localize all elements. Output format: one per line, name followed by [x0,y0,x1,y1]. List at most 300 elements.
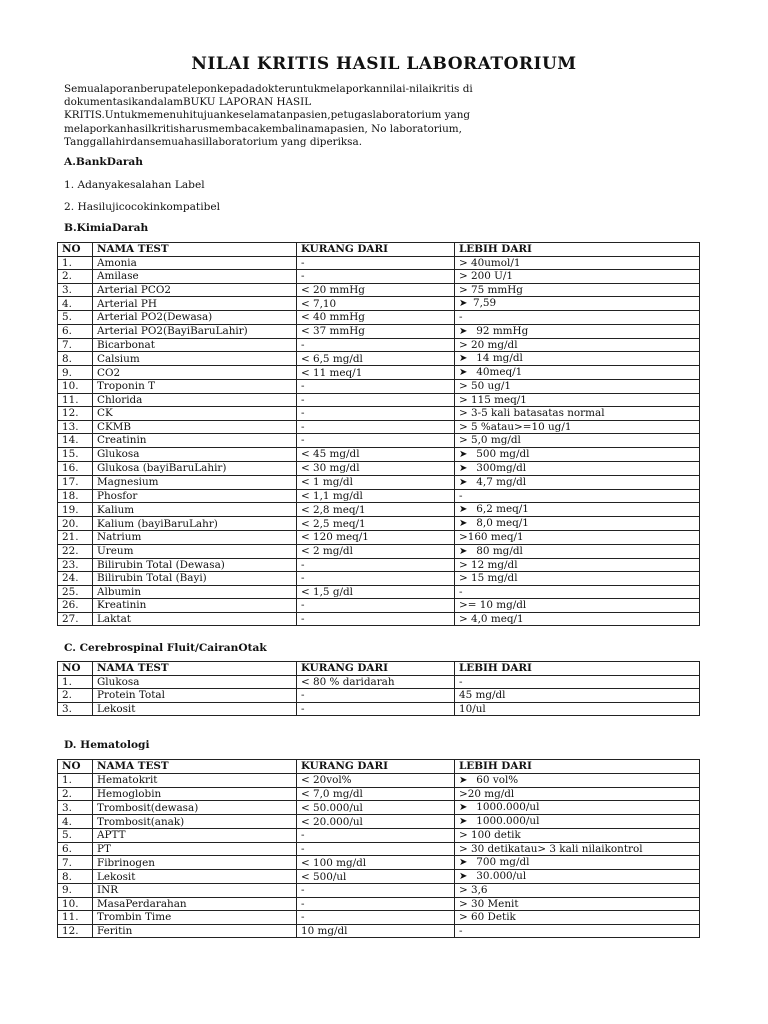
kimia-darah-table [57,242,700,626]
section-b-heading: B.KimiaDarah [64,222,149,234]
header-lebih-dari: LEBIH DARI [455,662,700,676]
table-row [58,572,700,586]
table-row [58,544,700,558]
cell-kurang-dari-text: - [301,842,305,855]
cell-lebih-dari-text: 40meq/1 [473,366,523,378]
cell-test-name [93,531,297,545]
table-row [58,434,700,448]
section-a-item: 2. Hasilujicocokinkompatibel [64,201,221,213]
cell-test-name [93,689,297,703]
table-row [58,924,700,938]
cell-lebih-dari-text: > 30 Menit [459,897,519,910]
cell-lebih-dari [455,324,700,338]
cell-kurang-dari [297,489,455,503]
cell-no-text: 19. [62,503,79,516]
cell-lebih-dari [455,856,700,870]
cell-test-name [93,572,297,586]
cell-test-name-text: Feritin [97,924,133,937]
cell-lebih-dari-text: 80 mg/dl [473,544,523,557]
cell-no-text: 2. [62,689,72,702]
cell-no [58,884,93,898]
cell-lebih-dari [455,283,700,297]
cell-kurang-dari [297,407,455,421]
cell-no [58,447,93,461]
cell-test-name-text: PT [97,842,111,855]
cell-lebih-dari-text: - [459,489,463,502]
table-header-row [58,760,700,774]
cell-kurang-dari-text: - [301,829,305,842]
cell-no [58,393,93,407]
table-row [58,489,700,503]
table-row [58,461,700,475]
cell-lebih-dari [455,612,700,626]
cell-test-name-text: Natrium [97,531,142,544]
cell-lebih-dari-text: - [459,924,463,937]
cell-test-name [93,283,297,297]
cell-test-name-text: Arterial PO2(Dewasa) [97,311,213,324]
cell-no-text: 8. [62,870,72,883]
cell-test-name [93,870,297,884]
cell-lebih-dari-text: - [459,311,463,324]
cell-lebih-dari [455,842,700,856]
cell-no [58,461,93,475]
cell-no [58,689,93,703]
cell-no [58,352,93,366]
cell-test-name [93,407,297,421]
cell-kurang-dari-text: - [301,434,305,447]
table-row [58,884,700,898]
cell-test-name [93,787,297,801]
header-nama-test: NAMA TEST [93,243,297,257]
cell-no-text: 21. [62,531,79,544]
cell-no-text: 14. [62,434,79,447]
table-row [58,517,700,531]
cell-no-text: 15. [62,448,79,460]
cell-lebih-dari [455,338,700,352]
cell-test-name [93,256,297,270]
cell-test-name-text: Amonia [97,256,137,269]
table-row [58,897,700,911]
cell-no-text: 1. [62,774,72,786]
cell-no-text: 7. [62,856,72,869]
cell-no [58,815,93,829]
cell-test-name-text: Laktat [97,612,131,625]
cell-test-name [93,420,297,434]
arrow-bullet-icon: ➤ [459,545,468,557]
cell-kurang-dari [297,447,455,461]
cell-test-name-text: APTT [97,829,126,842]
cell-test-name [93,585,297,599]
table-row [58,773,700,787]
cell-test-name [93,702,297,716]
cell-kurang-dari-text: < 20.000/ul [301,815,363,828]
cell-test-name-text: Arterial PO2(BayiBaruLahir) [97,325,248,337]
cell-no [58,407,93,421]
cell-no-text: 20. [62,517,79,530]
cell-test-name-text: Kalium (bayiBaruLahr) [97,517,218,530]
cell-test-name [93,558,297,572]
cell-test-name [93,366,297,380]
cell-kurang-dari [297,352,455,366]
cell-no-text: 2. [62,787,72,800]
cell-no-text: 1. [62,256,72,269]
cell-test-name-text: INR [97,884,119,897]
cell-kurang-dari-text: < 1,5 g/dl [301,585,353,598]
cell-lebih-dari-text: > 12 mg/dl [459,558,518,571]
intro-paragraph [64,83,704,149]
cell-test-name-text: Creatinin [97,434,147,447]
cell-kurang-dari [297,311,455,325]
cell-lebih-dari [455,407,700,421]
cell-no-text: 7. [62,338,72,351]
cell-test-name [93,897,297,911]
header-lebih-dari: LEBIH DARI [455,760,700,774]
cell-lebih-dari-text: - [459,585,463,598]
cell-kurang-dari [297,324,455,338]
cell-no-text: 3. [62,283,72,296]
cell-lebih-dari [455,572,700,586]
cell-no [58,787,93,801]
cell-lebih-dari [455,297,700,311]
cell-kurang-dari-text: < 80 % daridarah [301,675,395,688]
cell-test-name-text: Hemoglobin [97,787,162,800]
cell-no-text: 13. [62,420,79,433]
cell-test-name-text: Amilase [97,270,139,283]
cell-kurang-dari [297,689,455,703]
section-d-heading: D. Hematologi [64,739,150,751]
cell-kurang-dari-text: 10 mg/dl [301,924,348,937]
table-row [58,911,700,925]
cell-lebih-dari-text: >= 10 mg/dl [459,599,527,612]
cell-lebih-dari [455,689,700,703]
cell-no-text: 4. [62,297,72,310]
cell-lebih-dari [455,558,700,572]
cell-kurang-dari-text: < 2,8 meq/1 [301,503,366,516]
cell-test-name-text: Lekosit [97,870,136,883]
cell-lebih-dari-text: > 40umol/1 [459,256,521,269]
cell-lebih-dari [455,773,700,787]
cell-lebih-dari-text: 6,2 meq/1 [473,503,529,515]
cell-kurang-dari [297,270,455,284]
cell-no-text: 12. [62,924,79,937]
cell-no-text: 8. [62,352,72,365]
hematologi-table [57,759,700,938]
cell-test-name-text: Albumin [97,585,142,598]
cell-test-name-text: CO2 [97,366,121,379]
cell-lebih-dari [455,447,700,461]
header-kurang-dari: KURANG DARI [297,760,455,774]
cell-test-name-text: Bilirubin Total (Bayi) [97,572,207,585]
page-title: NILAI KRITIS HASIL LABORATORIUM [191,54,577,74]
cell-lebih-dari [455,531,700,545]
cell-no [58,612,93,626]
cell-kurang-dari-text: - [301,689,305,702]
arrow-bullet-icon: ➤ [459,504,468,515]
cell-no-text: 4. [62,815,72,828]
cell-test-name [93,599,297,613]
cell-lebih-dari [455,544,700,558]
table-row [58,338,700,352]
cell-kurang-dari [297,773,455,787]
cell-no-text: 26. [62,599,79,612]
table-row [58,352,700,366]
cell-kurang-dari-text: < 45 mg/dl [301,448,360,460]
cell-no-text: 3. [62,801,72,814]
cell-kurang-dari [297,503,455,517]
table-row [58,856,700,870]
cell-no-text: 1. [62,675,72,688]
cell-lebih-dari [455,503,700,517]
cell-kurang-dari-text: - [301,599,305,612]
cell-kurang-dari-text: - [301,911,305,924]
cell-kurang-dari [297,829,455,843]
section-a-item: 1. Adanyakesalahan Label [64,179,205,191]
table-row [58,870,700,884]
cell-kurang-dari [297,420,455,434]
arrow-bullet-icon: ➤ [459,462,468,474]
cell-no-text: 5. [62,311,72,324]
cell-no-text: 22. [62,545,79,557]
cell-no [58,585,93,599]
cell-test-name [93,544,297,558]
cell-lebih-dari [455,461,700,475]
cell-no [58,324,93,338]
cell-kurang-dari [297,380,455,394]
cell-kurang-dari [297,585,455,599]
table-row [58,447,700,461]
cell-lebih-dari-text: > 5 %atau>=10 ug/1 [459,420,572,433]
cell-no-text: 6. [62,842,72,855]
cell-kurang-dari-text: - [301,897,305,910]
cell-lebih-dari [455,815,700,829]
table-row [58,787,700,801]
table-row [58,801,700,815]
cell-no [58,489,93,503]
cell-test-name [93,856,297,870]
cell-test-name-text: Trombosit(dewasa) [97,801,199,814]
cell-test-name-text: Hematokrit [97,774,158,786]
cell-lebih-dari-text: > 115 meq/1 [459,393,527,406]
cell-lebih-dari-text: 500 mg/dl [473,447,530,460]
cell-kurang-dari [297,461,455,475]
cell-no [58,558,93,572]
cell-test-name [93,380,297,394]
table-row [58,311,700,325]
cell-test-name [93,489,297,503]
cell-test-name-text: Bilirubin Total (Dewasa) [97,558,225,571]
cell-no-text: 3. [62,702,72,715]
section-c-heading: C. Cerebrospinal Fluit/CairanOtak [64,642,267,654]
cell-lebih-dari [455,702,700,716]
cell-kurang-dari [297,702,455,716]
cell-test-name-text: CKMB [97,420,131,433]
cell-no [58,870,93,884]
cell-test-name-text: Trombosit(anak) [97,815,185,828]
cell-lebih-dari-text: > 15 mg/dl [459,572,518,585]
table-row [58,380,700,394]
cell-no [58,503,93,517]
cell-kurang-dari-text: < 2,5 meq/1 [301,517,366,530]
arrow-bullet-icon: ➤ [459,518,468,529]
cell-test-name [93,352,297,366]
cell-kurang-dari-text: < 120 meq/1 [301,531,369,544]
cell-kurang-dari [297,612,455,626]
cell-lebih-dari-text: >160 meq/1 [459,531,524,544]
cell-lebih-dari-text: > 200 U/1 [459,270,514,283]
table-row [58,297,700,311]
arrow-bullet-icon: ➤ [459,857,468,868]
table-row [58,475,700,489]
cell-kurang-dari [297,531,455,545]
cell-no [58,531,93,545]
cell-test-name [93,612,297,626]
cell-no-text: 11. [62,393,79,406]
cell-test-name [93,447,297,461]
cell-kurang-dari-text: - [301,256,305,269]
cell-no [58,420,93,434]
cell-no [58,475,93,489]
cell-kurang-dari [297,366,455,380]
arrow-bullet-icon: ➤ [459,871,468,882]
table-row [58,599,700,613]
cell-no-text: 23. [62,558,79,571]
cell-test-name-text: MasaPerdarahan [97,897,187,910]
cell-no [58,702,93,716]
cell-test-name [93,675,297,689]
cell-lebih-dari [455,884,700,898]
cell-lebih-dari-text: > 20 mg/dl [459,338,518,351]
intro-line: dokumentasikandalamBUKU LAPORAN HASIL [64,96,312,109]
cell-kurang-dari-text: - [301,420,305,433]
cell-test-name-text: Troponin T [97,380,156,393]
header-kurang-dari: KURANG DARI [297,243,455,257]
cell-lebih-dari-text: 1000.000/ul [473,801,540,813]
cell-no-text: 25. [62,585,79,598]
intro-line: melaporkanhasilkritisharusmembacakembalinamapasien, No laboratorium, [64,122,462,135]
arrow-bullet-icon: ➤ [459,353,468,364]
cell-kurang-dari-text: - [301,393,305,406]
cell-test-name [93,338,297,352]
cell-no-text: 11. [62,911,79,924]
cell-lebih-dari [455,801,700,815]
cell-kurang-dari-text: < 500/ul [301,870,347,883]
cell-kurang-dari-text: < 1,1 mg/dl [301,489,363,502]
arrow-bullet-icon: ➤ [459,325,468,337]
table-row [58,815,700,829]
cell-lebih-dari [455,352,700,366]
cell-lebih-dari-text: 4,7 mg/dl [473,475,527,488]
table-row [58,558,700,572]
cell-test-name [93,297,297,311]
cell-lebih-dari [455,256,700,270]
table-row [58,829,700,843]
cell-no-text: 5. [62,829,72,842]
cell-kurang-dari-text: < 50.000/ul [301,801,363,814]
cell-lebih-dari-text: > 3-5 kali batasatas normal [459,407,605,420]
cell-test-name [93,815,297,829]
section-a-heading: A.BankDarah [64,156,143,168]
cell-no [58,801,93,815]
cell-lebih-dari-text: 60 vol% [473,773,519,786]
cell-no [58,297,93,311]
cell-no [58,338,93,352]
cell-no-text: 17. [62,476,79,488]
table-row [58,842,700,856]
arrow-bullet-icon: ➤ [459,476,468,488]
table-row [58,324,700,338]
cell-kurang-dari [297,338,455,352]
cell-no [58,256,93,270]
cell-lebih-dari-text: 14 mg/dl [473,352,523,364]
cell-no [58,544,93,558]
header-nama-test: NAMA TEST [93,760,297,774]
cell-test-name-text: Glukosa [97,675,140,688]
cell-no-text: 12. [62,407,79,420]
cell-lebih-dari [455,870,700,884]
cell-test-name [93,911,297,925]
cell-no [58,366,93,380]
cell-lebih-dari [455,380,700,394]
cell-test-name-text: Lekosit [97,702,136,715]
cell-no [58,897,93,911]
cell-no-text: 27. [62,612,79,625]
cell-no [58,842,93,856]
cell-lebih-dari [455,311,700,325]
table-row [58,585,700,599]
cell-lebih-dari [455,475,700,489]
intro-line: Tanggallahirdansemuahasillaboratorium yang diperiksa. [64,135,363,148]
cell-lebih-dari [455,270,700,284]
cell-kurang-dari [297,870,455,884]
cell-kurang-dari [297,297,455,311]
cell-kurang-dari-text: < 20vol% [301,774,352,786]
cell-no [58,911,93,925]
cell-kurang-dari-text: < 40 mmHg [301,311,365,324]
cell-kurang-dari-text: < 7,10 [301,297,337,310]
intro-line: KRITIS.Untukmemenuhitujuankeselamatanpasien,petugaslaboratorium yang [64,109,471,122]
cell-lebih-dari [455,924,700,938]
cell-no [58,599,93,613]
cell-kurang-dari [297,897,455,911]
cell-lebih-dari [455,585,700,599]
cell-kurang-dari [297,517,455,531]
cell-test-name [93,517,297,531]
cell-lebih-dari [455,489,700,503]
cell-kurang-dari [297,856,455,870]
cell-lebih-dari-text: 700 mg/dl [473,856,530,868]
cell-lebih-dari-text: > 75 mmHg [459,283,523,296]
arrow-bullet-icon: ➤ [459,367,468,378]
cell-kurang-dari-text: < 2 mg/dl [301,545,353,557]
header-lebih-dari: LEBIH DARI [455,243,700,257]
cell-lebih-dari-text: > 100 detik [459,829,521,842]
header-nama-test: NAMA TEST [93,662,297,676]
cell-kurang-dari [297,572,455,586]
cell-kurang-dari [297,842,455,856]
cell-no [58,283,93,297]
cell-kurang-dari-text: - [301,572,305,585]
cell-test-name-text: Kalium [97,503,135,516]
cell-kurang-dari [297,884,455,898]
cell-kurang-dari [297,675,455,689]
arrow-bullet-icon: ➤ [459,448,468,460]
cell-no [58,829,93,843]
table-row [58,420,700,434]
cell-kurang-dari [297,787,455,801]
header-no: NO [58,760,93,774]
cell-test-name-text: Kreatinin [97,599,147,612]
arrow-bullet-icon: ➤ [459,802,468,813]
